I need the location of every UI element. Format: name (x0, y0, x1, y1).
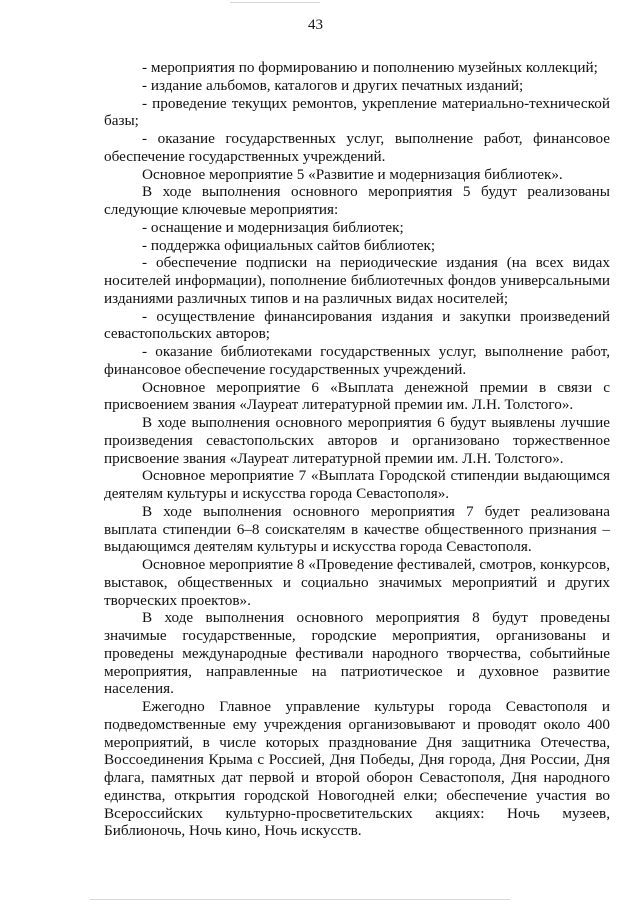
paragraph-14: Основное мероприятие 7 «Выплата Городской стипендии выдающимся деятелям культуры и искусства города Севастополя». (104, 467, 610, 502)
scan-edge-mark-bottom (90, 899, 510, 900)
document-body (104, 59, 610, 840)
paragraph-18: Ежегодно Главное управление культуры города Севастополя и подведомственные ему учреждения организовывают и проводят около 400 мероприятий, в числе которых празднование Дня защитника Отечества, Воссоединения Крыма с Россией, Дня Победы, Дня города, Дня России, Дня флага, памятных дат первой и второй оборон Севастополя, Дня народного единства, открытия городской Новогодней елки; обеспечение участия во Всероссийских культурно-просветительских акциях: Ночь музеев, Библионочь, Ночь кино, Ночь искусств. (104, 698, 610, 840)
paragraph-11: - оказание библиотеками государственных услуг, выполнение работ, финансовое обеспечение государственных учреждений. (104, 343, 610, 378)
paragraph-13: В ходе выполнения основного мероприятия 6 будут выявлены лучшие произведения севастопольских авторов и организовано торжественное присвоение звания «Лауреат литературной премии им. Л.Н. Толстого». (104, 414, 610, 467)
page-number: 43 (308, 17, 323, 33)
paragraph-10: - осуществление финансирования издания и закупки произведений севастопольских авторов; (104, 307, 610, 343)
paragraph-9: - обеспечение подписки на периодические издания (на всех видах носителей информации), пополнение библиотечных фондов универсальными изданиями различных типов и на различных видах носителей; (104, 254, 610, 307)
paragraph-16: Основное мероприятие 8 «Проведение фестивалей, смотров, конкурсов, выставок, общественных и социально значимых мероприятий и других творческих проектов». (104, 556, 610, 609)
paragraph-1: - мероприятия по формированию и пополнению музейных коллекций; (142, 59, 598, 76)
paragraph-12: Основное мероприятие 6 «Выплата денежной премии в связи с присвоением звания «Лауреат литературной премии им. Л.Н. Толстого». (104, 378, 610, 414)
paragraph-17: В ходе выполнения основного мероприятия 8 будут проведены значимые государственные, городские мероприятия, организованы и проведены международные фестивали народного творчества, событийные мероприятия, направленные на патриотическое и духовное развитие населения. (104, 609, 610, 698)
paragraph-4: - оказание государственных услуг, выполнение работ, финансовое обеспечение государственных учреждений. (104, 130, 610, 165)
paragraph-3: - проведение текущих ремонтов, укрепление материально-технической базы; (104, 94, 610, 130)
paragraph-5: Основное мероприятие 5 «Развитие и модернизация библиотек». (142, 165, 563, 183)
paragraph-7: - оснащение и модернизация библиотек; (142, 218, 404, 236)
paragraph-2: - издание альбомов, каталогов и других печатных изданий; (142, 76, 524, 94)
paragraph-6: В ходе выполнения основного мероприятия 5 будут реализованы следующие ключевые мероприятия: (104, 183, 610, 218)
paragraph-8: - поддержка официальных сайтов библиотек; (142, 236, 436, 254)
paragraph-15: В ходе выполнения основного мероприятия 7 будет реализована выплата стипендии 6–8 соискателям в качестве общественного признания – выдающимся деятелям культуры и искусства города Севастополя. (104, 502, 610, 556)
scan-edge-mark-top (230, 2, 320, 3)
